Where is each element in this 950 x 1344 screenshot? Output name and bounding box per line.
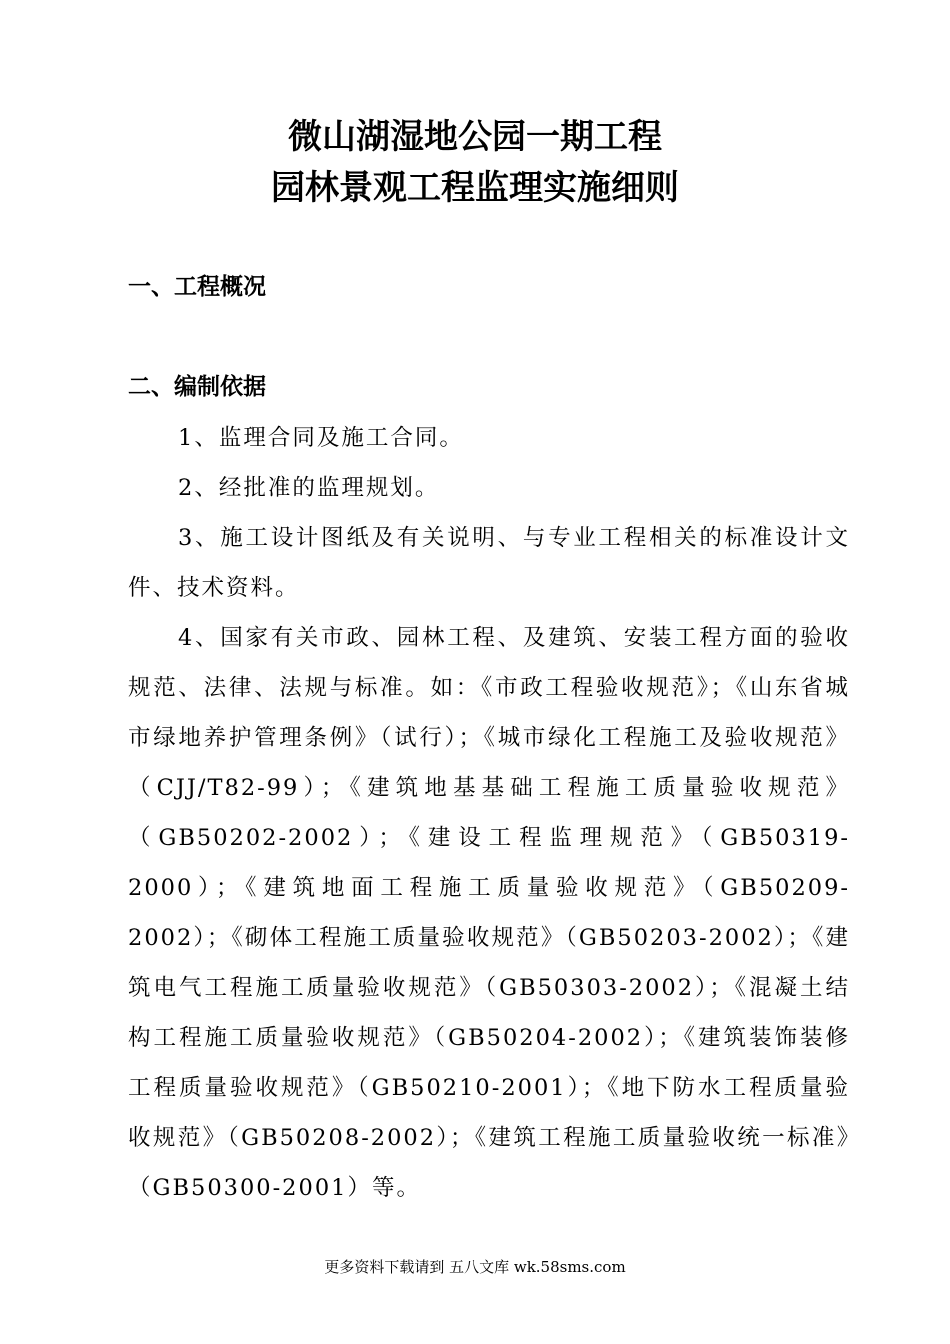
basis-item-2: 2、经批准的监理规划。: [178, 475, 440, 501]
footer-download-note: 更多资料下载请到 五八文库 wk.58sms.com: [324, 1258, 626, 1276]
basis-item-1: 1、监理合同及施工合同。: [178, 425, 464, 451]
basis-item-3: 3、施工设计图纸及有关说明、与专业工程相关的标准设计文件、技术资料。: [128, 525, 850, 601]
section-heading-basis: 二、编制依据: [128, 374, 266, 400]
document-title-line1: 微山湖湿地公园一期工程: [288, 117, 662, 157]
document-title-line2: 园林景观工程监理实施细则: [271, 168, 679, 208]
section-heading-overview: 一、工程概况: [128, 274, 266, 300]
basis-item-4: 4、国家有关市政、园林工程、及建筑、安装工程方面的验收规范、法律、法规与标准。如：《市政工程验收规范》；《山东省城市绿地养护管理条例》（试行）；《城市绿化工程施工及验收规范》（CJJ/T82-99）；《建筑地基基础工程施工质量验收规范》（GB50202-2002）；《建设工程监理规范》（GB50319-2000）；《建筑地面工程施工质量验收规范》（GB50209-2002）；《砌体工程施工质量验收规范》（GB50203-2002）；《建筑电气工程施工质量验收规范》（GB50303-2002）；《混凝土结构工程施工质量验收规范》（GB50204-2002）；《建筑装饰装修工程质量验收规范》（GB50210-2001）；《地下防水工程质量验收规范》（GB50208-2002）；《建筑工程施工质量验收统一标准》（GB50300-2001）等。: [128, 625, 850, 1201]
